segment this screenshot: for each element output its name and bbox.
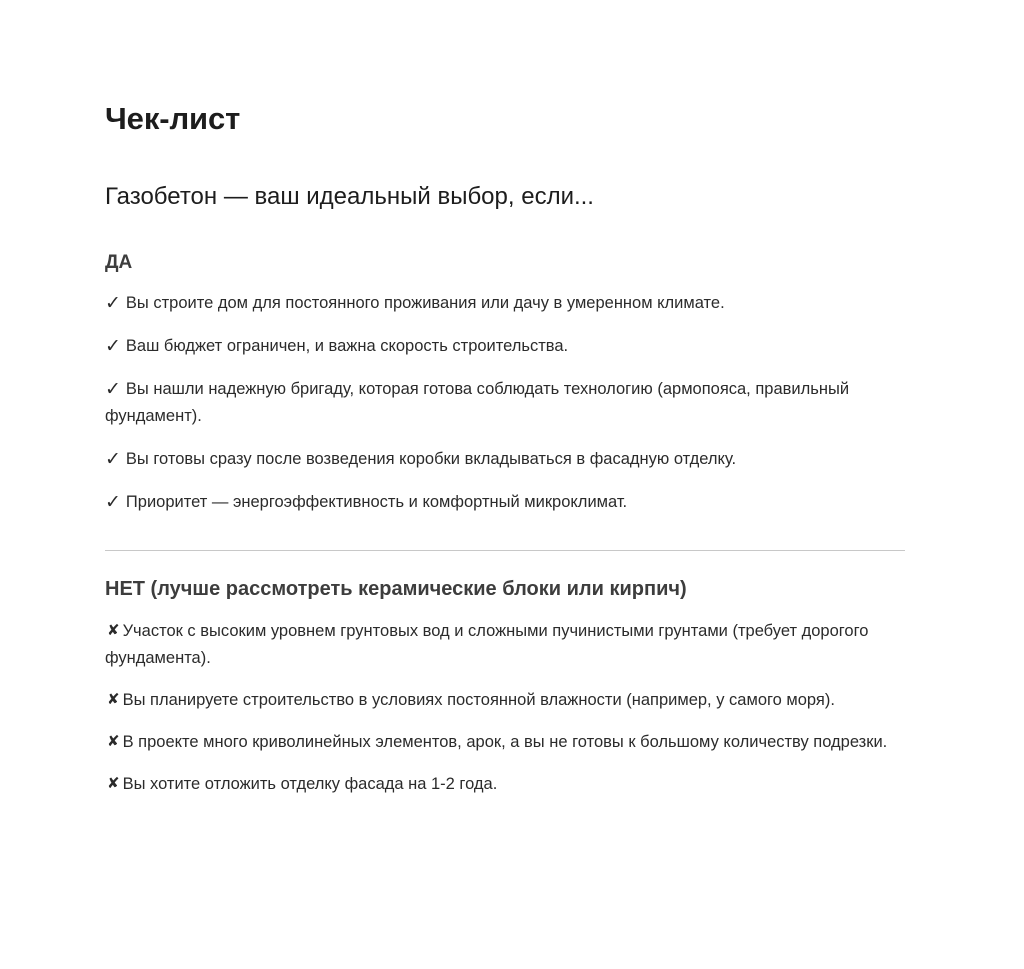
check-icon: ✓ xyxy=(105,447,121,470)
list-item xyxy=(105,332,905,360)
list-item-text: Вы нашли надежную бригаду, которая готова соблюдать технологию (армопояса, правильный фундамент). xyxy=(105,379,850,425)
section-yes xyxy=(105,212,905,516)
cross-icon: ✘ xyxy=(107,773,120,792)
list-item xyxy=(105,618,905,672)
section-yes-heading: ДА xyxy=(105,252,133,274)
list-item xyxy=(105,729,905,756)
section-no xyxy=(105,551,905,798)
list-item xyxy=(105,375,905,430)
cross-icon: ✘ xyxy=(107,620,120,639)
list-item-text: Приоритет — энергоэффективность и комфортный микроклимат. xyxy=(125,492,628,511)
list-item-text: Вы готовы сразу после возведения коробки вкладываться в фасадную отделку. xyxy=(125,449,737,468)
check-icon: ✓ xyxy=(105,291,121,314)
check-icon: ✓ xyxy=(105,490,121,513)
list-item xyxy=(105,771,905,798)
checklist-yes xyxy=(105,289,905,516)
list-item-text: В проекте много криволинейных элементов, арок, а вы не готовы к большому количеству подрезки. xyxy=(122,732,888,751)
cross-icon: ✘ xyxy=(107,731,120,750)
list-item-text: Вы строите дом для постоянного проживания или дачу в умеренном климате. xyxy=(125,293,725,312)
checklist-no xyxy=(105,618,905,798)
list-item xyxy=(105,289,905,317)
cross-icon: ✘ xyxy=(107,689,120,708)
page-subtitle: Газобетон — ваш идеальный выбор, если... xyxy=(105,183,594,211)
page-title: Чек-лист xyxy=(105,101,241,136)
list-item-text: Вы планируете строительство в условиях постоянной влажности (например, у самого моря). xyxy=(122,690,835,709)
list-item-text: Вы хотите отложить отделку фасада на 1-2 года. xyxy=(122,774,498,793)
document-content xyxy=(105,0,905,798)
section-no-heading: НЕТ (лучше рассмотреть керамические блоки или кирпич) xyxy=(105,577,687,600)
list-item-text: Участок с высоким уровнем грунтовых вод и сложными пучинистыми грунтами (требует дорогого фундамента). xyxy=(105,621,869,667)
check-icon: ✓ xyxy=(105,377,121,400)
check-icon: ✓ xyxy=(105,334,121,357)
list-item xyxy=(105,445,905,473)
list-item xyxy=(105,687,905,714)
list-item xyxy=(105,488,905,516)
list-item-text: Ваш бюджет ограничен, и важна скорость строительства. xyxy=(125,336,569,355)
